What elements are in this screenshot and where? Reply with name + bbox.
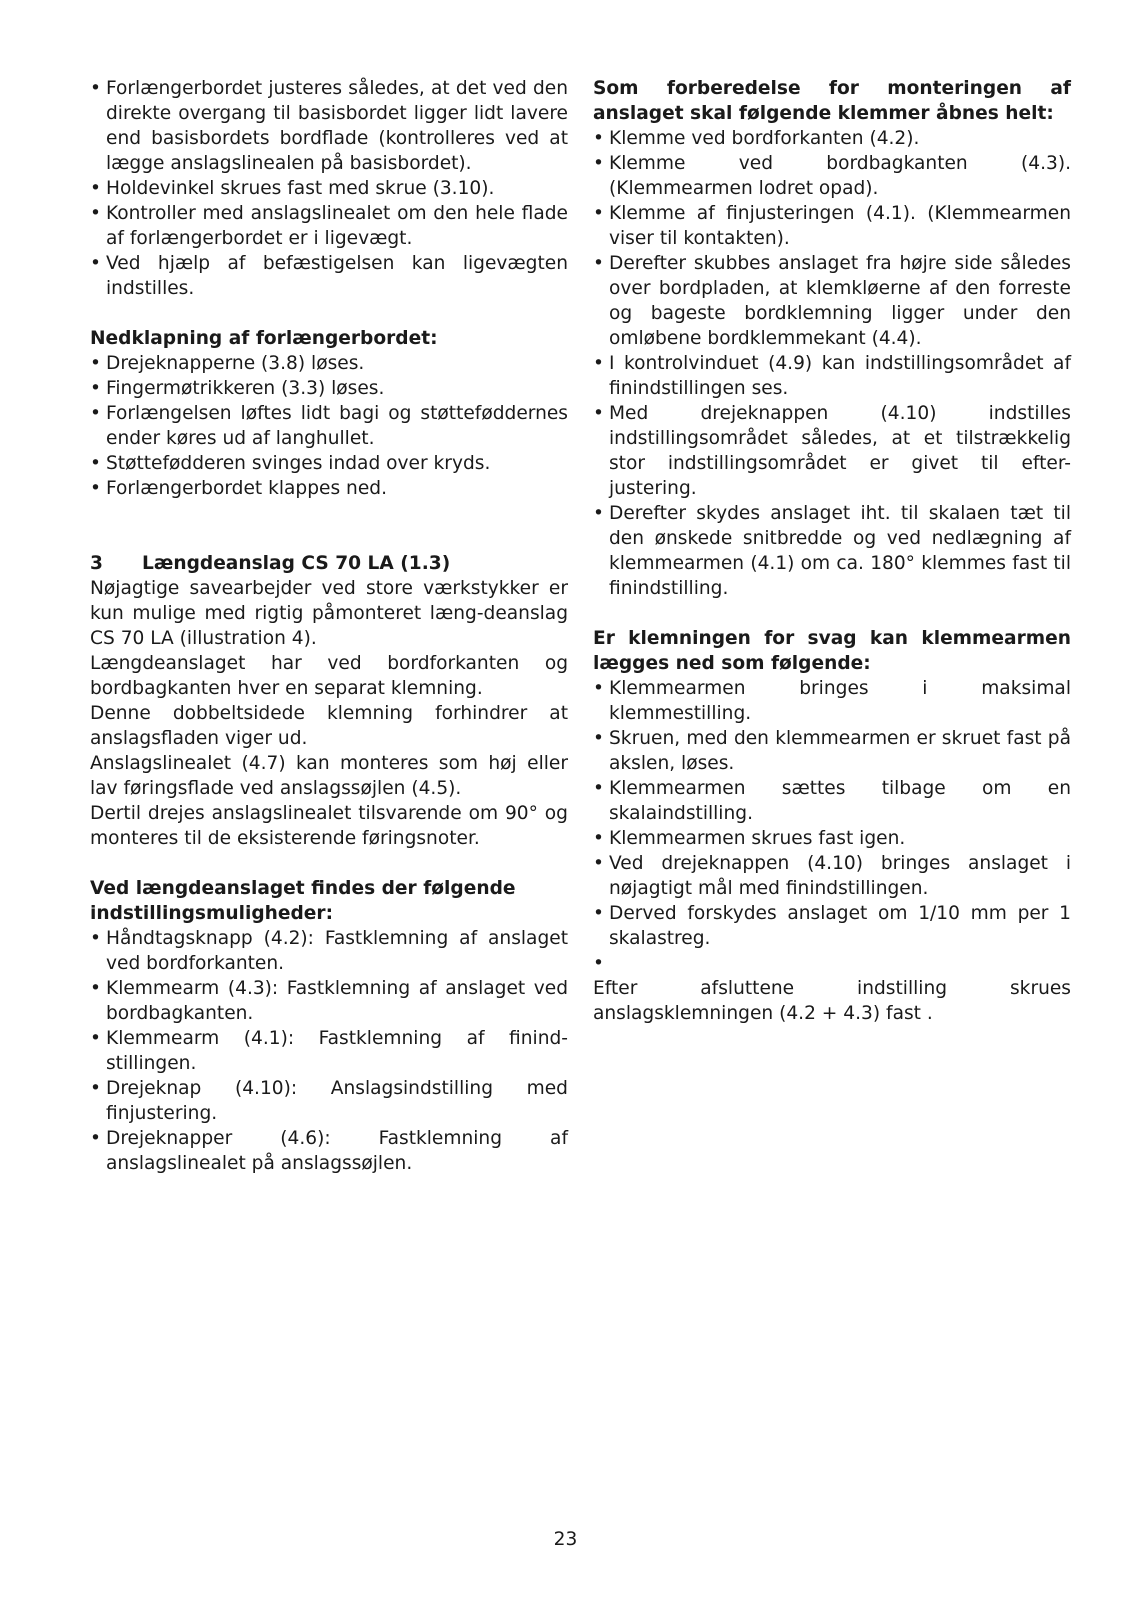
list-item: • Holdevinkel skrues fast med skrue (3.10). <box>90 176 568 201</box>
list-item: • Støttefødderen svinges indad over kryds. <box>90 451 568 476</box>
list-item: • Klemmearmen sættes tilbage om en skalaindstilling. <box>593 776 1071 826</box>
section-paragraph: Nøjagtige savearbejder ved store værkstykker er kun mulige med rigtig påmonteret læng-deanslag CS 70 LA (illustration 4). <box>90 578 568 649</box>
list-item: • Drejeknapper (4.6): Fastklemning af anslagslinealet på anslagssøjlen. <box>90 1126 568 1176</box>
list-item: • Klemme af finjusteringen (4.1). (Klemmearmen viser til kontakten). <box>593 201 1071 251</box>
list-item: • Ved hjælp af befæstigelsen kan ligevægten indstilles. <box>90 251 568 301</box>
section-paragraph: Anslagslinealet (4.7) kan monteres som høj eller lav føringsflade ved anslagssøjlen (4.5). <box>90 753 568 799</box>
section-paragraph: Længdeanslaget har ved bordforkanten og bordbagkanten hver en separat klemning. <box>90 653 568 699</box>
intro-list <box>90 76 568 301</box>
section-paragraph: Dertil drejes anslagslinealet tilsvarende om 90° og monteres til de eksisterende føringsnoter. <box>90 803 568 849</box>
section-paragraph: Denne dobbeltsidede klemning forhindrer at anslagsfladen viger ud. <box>90 703 568 749</box>
list-item: • Med drejeknappen (4.10) indstilles indstillingsområdet således, at et tilstrækkelig stor indstillingsområdet er givet til efter-justering. <box>593 401 1071 501</box>
right-column <box>593 76 1071 1026</box>
list-item: • Klemmearmen skrues fast igen. <box>593 826 1071 851</box>
settings-list <box>90 926 568 1176</box>
list-item: • Forlængerbordet klappes ned. <box>90 476 568 501</box>
page-number: 23 <box>553 1529 578 1550</box>
list-item: • Forlængelsen løftes lidt bagi og støtteføddernes ender køres ud af langhullet. <box>90 401 568 451</box>
list-item: • Fingermøtrikkeren (3.3) løses. <box>90 376 568 401</box>
list-item: • Ved drejeknappen (4.10) bringes anslaget i nøjagtigt mål med finindstillingen. <box>593 851 1071 901</box>
list-item: • Derved forskydes anslaget om 1/10 mm per 1 skalastreg. <box>593 901 1071 951</box>
closing-paragraph: Efter afsluttene indstilling skrues anslagsklemningen (4.2 + 4.3) fast . <box>593 978 1071 1024</box>
list-item: • Kontroller med anslagslinealet om den hele flade af forlængerbordet er i ligevægt. <box>90 201 568 251</box>
list-item: • Klemme ved bordbagkanten (4.3). (Klemmearmen lodret opad). <box>593 151 1071 201</box>
list-item: • Drejeknap (4.10): Anslagsindstilling med finjustering. <box>90 1076 568 1126</box>
section-title-text: Længdeanslag CS 70 LA (1.3) <box>142 553 451 574</box>
settings-heading: Ved længdeanslaget findes der følgende indstillingsmuligheder: <box>90 878 516 924</box>
list-item: • Klemmearm (4.3): Fastklemning af anslaget ved bordbagkanten. <box>90 976 568 1026</box>
weak-clamp-list <box>593 676 1071 976</box>
left-column <box>90 76 568 1176</box>
list-item: • Derefter skubbes anslaget fra højre side således over bordpladen, at klemkløerne af den forreste og bageste bordklemning ligger under den omløbene bordklemmekant (4.4). <box>593 251 1071 351</box>
list-item: • Håndtagsknapp (4.2): Fastklemning af anslaget ved bordforkanten. <box>90 926 568 976</box>
list-item: • Derefter skydes anslaget iht. til skalaen tæt til den ønskede snitbredde og ved nedlægning af klemmearmen (4.1) om ca. 180° klemmes fast til finindstilling. <box>593 501 1071 601</box>
list-item: • Skruen, med den klemmearmen er skruet fast på akslen, løses. <box>593 726 1071 776</box>
section-number: 3 <box>90 553 103 574</box>
list-item <box>593 951 1071 976</box>
list-item: • Klemme ved bordforkanten (4.2). <box>593 126 1071 151</box>
prep-list <box>593 126 1071 601</box>
list-item: • Klemmearmen bringes i maksimal klemmestilling. <box>593 676 1071 726</box>
prep-heading: Som forberedelse for monteringen af anslaget skal følgende klemmer åbnes helt: <box>593 78 1071 124</box>
folding-heading: Nedklapning af forlængerbordet: <box>90 328 438 349</box>
list-item: • Klemmearm (4.1): Fastklemning af finind-stillingen. <box>90 1026 568 1076</box>
list-item: • Drejeknapperne (3.8) løses. <box>90 351 568 376</box>
weak-clamp-heading: Er klemningen for svag kan klemmearmen lægges ned som følgende: <box>593 628 1071 674</box>
list-item: • Forlængerbordet justeres således, at det ved den direkte overgang til basisbordet ligger lidt lavere end basisbordets bordflade (kontrolleres ved at lægge anslagslinealen på basisbordet). <box>90 76 568 176</box>
section-title <box>90 551 568 576</box>
list-item: • I kontrolvinduet (4.9) kan indstillingsområdet af finindstillingen ses. <box>593 351 1071 401</box>
folding-list <box>90 351 568 501</box>
